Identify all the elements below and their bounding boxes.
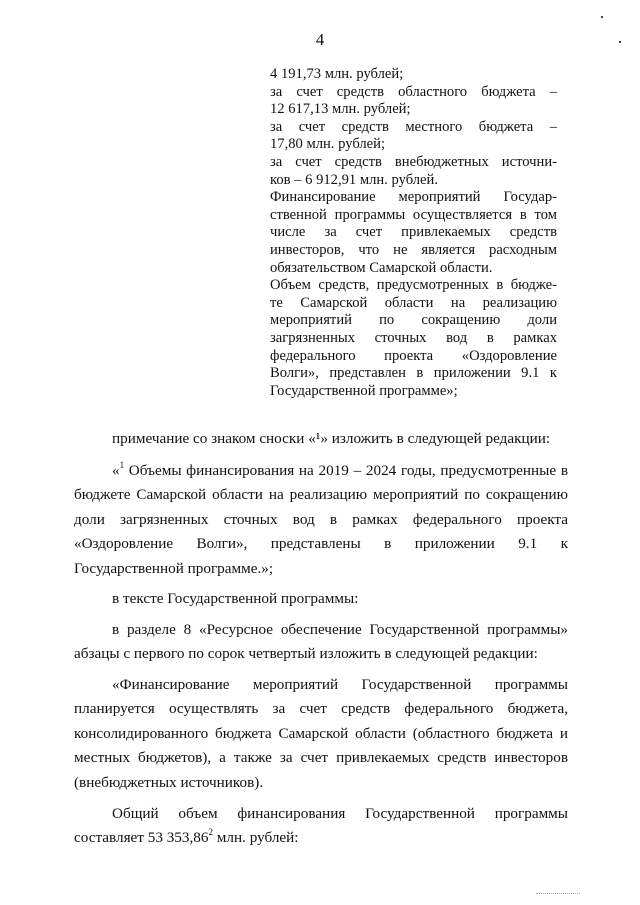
paragraph-line: консолидированного бюджета Самарской области (областного бюджета и (74, 725, 568, 742)
paragraph-text: составляет 53 353,86 (74, 829, 209, 846)
column-line: федерального проекта «Оздоровление (270, 347, 557, 364)
paragraph-line: примечание со знаком сноски «¹» изложить в следующей редакции: (112, 430, 551, 447)
column-line: обязательством Самарской области. (270, 259, 493, 276)
column-line: 17,80 млн. рублей; (270, 136, 386, 153)
funding-column (270, 66, 557, 400)
paragraph-line: абзацы с первого по сорок четвертый изложить в следующей редакции: (74, 645, 538, 662)
column-line: 4 191,73 млн. рублей; (270, 66, 404, 82)
column-line: Финансирование мероприятий Государ- (270, 189, 557, 206)
column-line: инвесторов, что не является расходным (270, 241, 557, 258)
paragraph-line: «Оздоровление Волги», представлены в приложении 9.1 к (74, 535, 568, 552)
column-line: за счет средств внебюджетных источни- (270, 153, 557, 170)
column-line: числе за счет привлекаемых средств (270, 224, 557, 241)
paragraph-line: местных бюджетов), а также за счет привлекаемых средств инвесторов (74, 749, 568, 766)
paragraph-line: Общий объем финансирования Государственной программы (112, 805, 568, 822)
footnote-marker: 1 (119, 460, 125, 470)
paragraph-line: (внебюджетных источников). (74, 774, 264, 791)
column-line: за счет средств областного бюджета – (270, 83, 557, 100)
column-line: загрязненных сточных вод в рамках (270, 329, 557, 346)
column-line: мероприятий по сокращению доли (270, 312, 557, 329)
column-line: за счет средств местного бюджета – (270, 118, 557, 135)
paragraph-line: Государственной программе.»; (74, 560, 274, 577)
scan-artifact-line (536, 893, 580, 894)
column-line: ков – 6 912,91 млн. рублей. (270, 171, 438, 188)
footnote-marker: 2 (208, 827, 213, 837)
paragraph-line (112, 462, 568, 480)
quote-open: « (112, 462, 120, 479)
paragraph-text: млн. рублей: (212, 829, 299, 846)
paragraph-line: доли загрязненных сточных вод в рамках федерального проекта (74, 511, 568, 528)
paragraph-line: бюджете Самарской области на реализацию мероприятий по сокращению (74, 486, 568, 503)
paragraph-line: в разделе 8 «Ресурсное обеспечение Государственной программы» (112, 621, 568, 638)
column-line: Объем средств, предусмотренных в бюдже- (270, 277, 557, 294)
paragraph-line: «Финансирование мероприятий Государственной программы (112, 676, 568, 693)
page-number: 4 (315, 30, 325, 49)
column-line: те Самарской области на реализацию (270, 294, 557, 311)
column-line: Волги», представлен в приложении 9.1 к (270, 365, 557, 382)
column-line: Государственной программе»; (270, 382, 458, 399)
column-line: 12 617,13 млн. рублей; (270, 101, 411, 118)
paragraph-line: в тексте Государственной программы: (112, 590, 359, 607)
column-line: ственной программы осуществляется в том (270, 206, 557, 223)
paragraph-text: Объемы финансирования на 2019 – 2024 годы, предусмотренные в (124, 462, 568, 479)
scan-mark (619, 41, 621, 43)
paragraph-line: планируется осуществлять за счет средств федерального бюджета, (74, 700, 568, 717)
paragraph-line (74, 829, 299, 847)
scan-mark (601, 16, 603, 18)
